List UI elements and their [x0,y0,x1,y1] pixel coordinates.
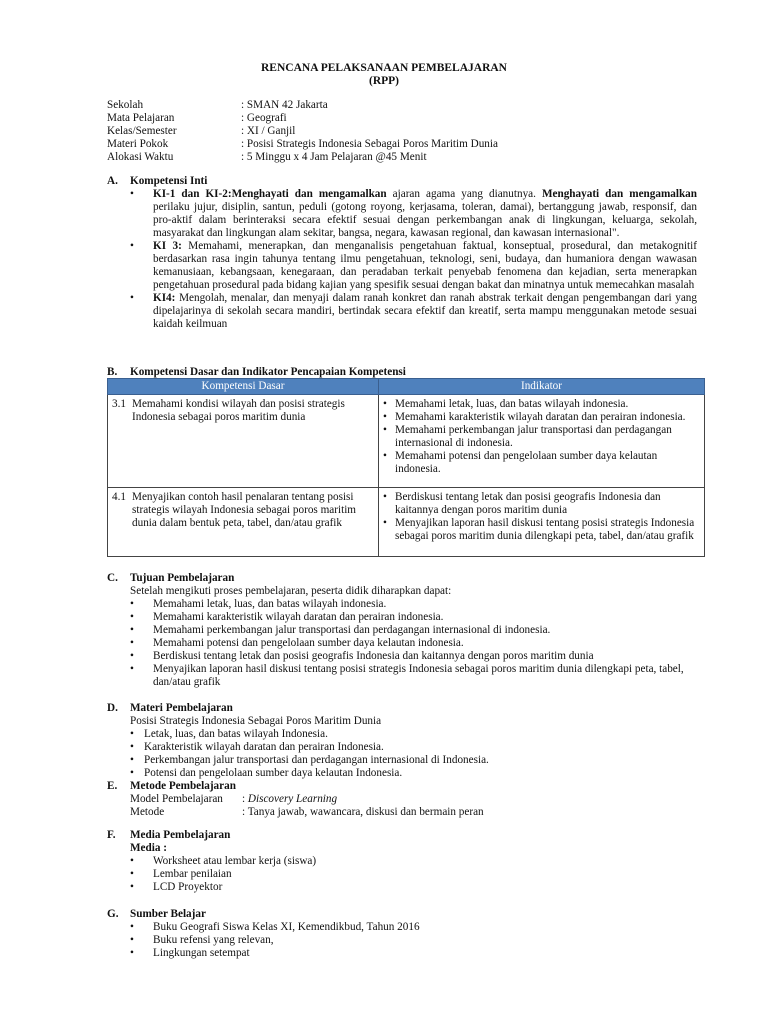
identity-block [107,99,498,164]
indicator-item: • Memahami karakteristik wilayah daratan dan perairan indonesia. [383,411,686,423]
section-f-heading: F. Media Pembelajaran [107,829,231,841]
indicator-item: • Memahami letak, luas, dan batas wilayah indonesia. [383,398,629,410]
list-item: • Memahami karakteristik wilayah daratan dan perairan indonesia. [130,611,444,623]
media-list [130,842,700,894]
media-sub: Media : [130,842,167,854]
indicator-item: • Menyajikan laporan hasil diskusi tentang posisi strategis Indonesia sebagai poros maritim dunia dilengkapi peta, tabel, dan/atau grafik [383,517,695,542]
list-item: • Memahami perkembangan jalur transportasi dan perdagangan internasional di indonesia. [130,624,551,636]
list-item: • KI-1 dan KI-2:Menghayati dan mengamalkan ajaran agama yang dianutnya. Menghayati dan mengamalkan perilaku jujur, disiplin, santun, peduli (gotong royong, kerjasama, toleran, damai), bertanggung jawab, responsif, dan pro-aktif dalam berinteraksi secara efektif sesuai dengan perkembangan anak di lingkungan, keluarga, sekolah, masyarakat dan lingkungan alam sekitar, bangsa, negara, kawasan regional, dan kawasan internasional". [130,188,698,239]
list-item: • Karakteristik wilayah daratan dan perairan Indonesia. [130,741,384,753]
kd-indicator-table [107,378,705,557]
indicator-item: • Memahami perkembangan jalur transportasi dan perdagangan internasional di indonesia. [383,424,672,449]
meta-row: Sekolah : SMAN 42 Jakarta [107,99,328,111]
list-item: • Menyajikan laporan hasil diskusi tentang posisi strategis Indonesia sebagai poros maritim dunia dilengkapi peta, tabel, dan/atau grafik [130,663,684,688]
list-item: • Memahami potensi dan pengelolaan sumber daya kelautan indonesia. [130,637,464,649]
model-row: Model Pembelajaran : Discovery Learning [130,793,338,805]
table-header: Kompetensi Dasar [108,379,379,395]
list-item: • Worksheet atau lembar kerja (siswa) [130,855,317,867]
tujuan-list [130,585,700,689]
doc-subtitle: (RPP) [368,75,399,87]
metode-block [130,793,700,819]
table-header: Indikator [379,379,705,395]
meta-row: Alokasi Waktu : 5 Minggu x 4 Jam Pelajaran @45 Menit [107,151,427,163]
list-item: • Lingkungan setempat [130,947,250,959]
list-item: • Buku refensi yang relevan, [130,934,274,946]
sumber-list [130,921,700,960]
list-item: • Lembar penilaian [130,868,232,880]
section-b-heading: B. Kompetensi Dasar dan Indikator Pencapaian Kompetensi [107,366,406,378]
tujuan-intro: Setelah mengikuti proses pembelajaran, peserta didik diharapkan dapat: [130,585,452,597]
list-item: • Letak, luas, dan batas wilayah Indonesia. [130,728,328,740]
table-row: 4.1 Menyajikan contoh hasil penalaran tentang posisi strategis wilayah Indonesia sebagai poros maritim dunia dalam bentuk peta, tabel, dan/atau grafik • Berdiskusi tentang letak dan posisi geografis Indonesia dan kaitannya dengan poros maritim dunia • Menyajikan laporan hasil diskusi tentang posisi strategis Indonesia sebagai poros maritim dunia dilengkapi peta, tabel, dan/atau grafik [108,488,705,557]
doc-title: RENCANA PELAKSANAAN PEMBELAJARAN [261,62,507,74]
indicator-item: • Memahami potensi dan pengelolaan sumber daya kelautan indonesia. [383,450,658,475]
meta-row: Materi Pokok : Posisi Strategis Indonesia Sebagai Poros Maritim Dunia [107,138,498,150]
materi-intro: Posisi Strategis Indonesia Sebagai Poros Maritim Dunia [130,715,382,727]
meta-row: Kelas/Semester : XI / Ganjil [107,125,296,137]
indicator-item: • Berdiskusi tentang letak dan posisi geografis Indonesia dan kaitannya dengan poros maritim dunia [383,491,661,516]
section-d-heading: D. Materi Pembelajaran [107,702,233,714]
list-item: • Perkembangan jalur transportasi dan perdagangan internasional di Indonesia. [130,754,489,766]
list-item: • Buku Geografi Siswa Kelas XI, Kemendikbud, Tahun 2016 [130,921,420,933]
list-item: • LCD Proyektor [130,881,223,893]
section-c-heading: C. Tujuan Pembelajaran [107,572,235,584]
list-item: • Potensi dan pengelolaan sumber daya kelautan Indonesia. [130,767,403,779]
section-a-heading: A. Kompetensi Inti [107,175,208,187]
metode-row: Metode : Tanya jawab, wawancara, diskusi dan bermain peran [130,806,484,818]
table-row: 3.1 Memahami kondisi wilayah dan posisi strategis Indonesia sebagai poros maritim dunia • Memahami letak, luas, dan batas wilayah indonesia. • Memahami karakteristik wilayah daratan dan perairan indonesia. • Memahami perkembangan jalur transportasi dan perdagangan internasional di indonesia. • Memahami potensi dan pengelolaan sumber daya kelautan indonesia. [108,395,705,488]
meta-row: Mata Pelajaran : Geografi [107,112,287,124]
section-g-heading: G. Sumber Belajar [107,908,206,920]
kompetensi-inti-list [130,188,697,331]
list-item: • KI 3: Memahami, menerapkan, dan menganalisis pengetahuan faktual, konseptual, prosedural, dan metakognitif berdasarkan rasa ingin tahunya tentang ilmu pengetahuan, teknologi, seni, budaya, dan humaniora dengan wawasan kemanusiaan, kebangsaan, kenegaraan, dan peradaban terkait penyebab fenomena dan kejadian, serta menerapkan pengetahuan prosedural pada bidang kajian yang spesifik sesuai dengan bakat dan minatnya untuk memecahkan masalah [130,240,697,291]
list-item: • KI4: Mengolah, menalar, dan menyaji dalam ranah konkret dan ranah abstrak terkait dengan pengembangan dari yang dipelajarinya di sekolah secara mandiri, bertindak secara efektif dan kreatif, serta mampu menggunakan metode sesuai kaidah keilmuan [130,292,697,330]
list-item: • Berdiskusi tentang letak dan posisi geografis Indonesia dan kaitannya dengan poros maritim dunia [130,650,594,662]
list-item: • Memahami letak, luas, dan batas wilayah indonesia. [130,598,387,610]
section-e-heading: E. Metode Pembelajaran [107,780,236,792]
materi-list [130,715,700,780]
